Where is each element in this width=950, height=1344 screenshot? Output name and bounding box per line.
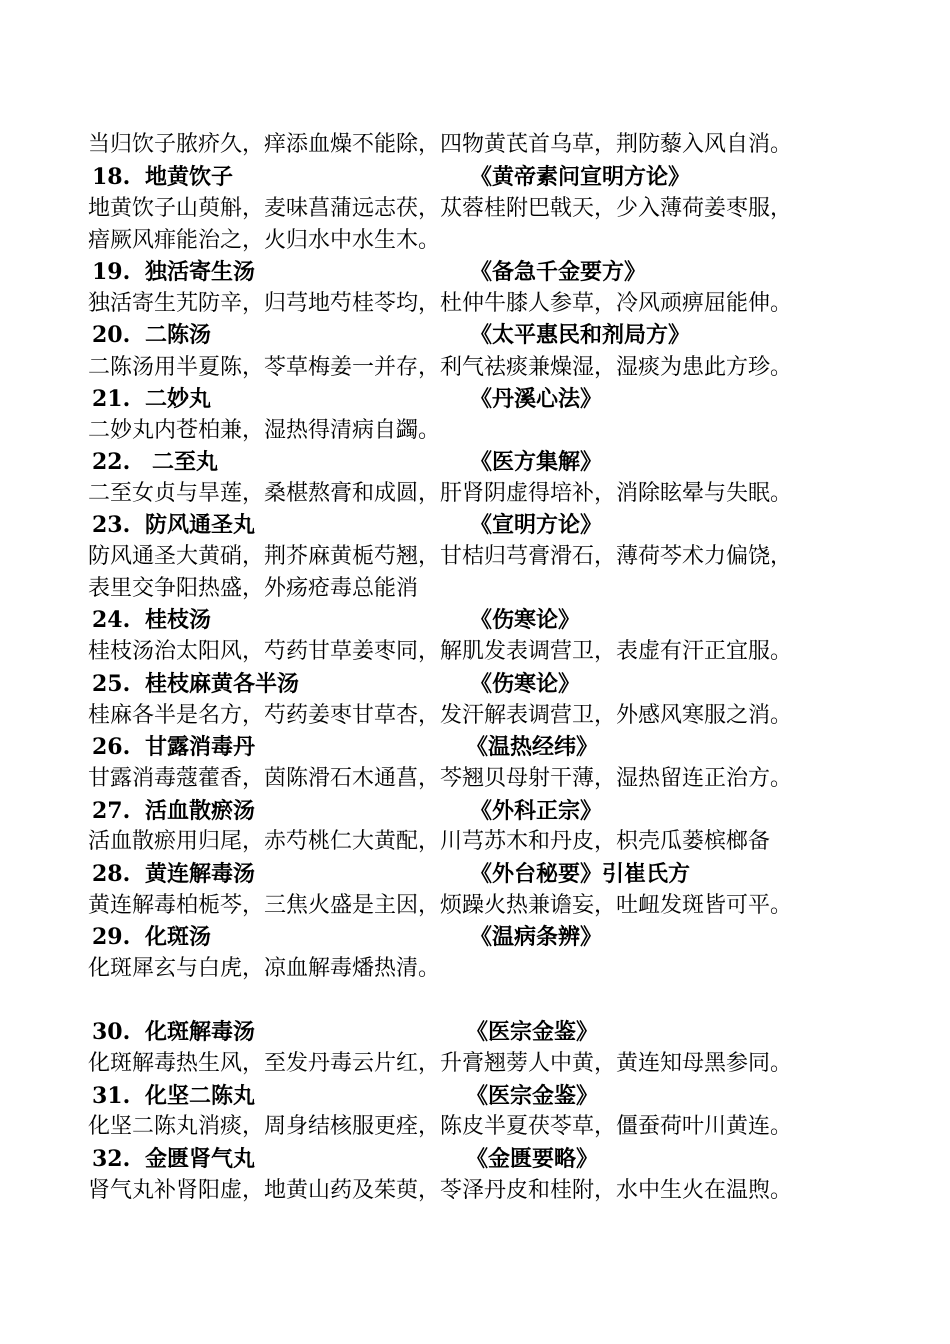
formula-name: 二妙丸 <box>145 386 212 412</box>
formula-source: 《宣明方论》 <box>470 512 603 538</box>
formula-number: 19. <box>92 259 131 285</box>
verse-line: 独活寄生艽防辛，归芎地芍桂苓均，杜仲牛膝人参草，冷风顽痹屈能伸。 <box>88 291 793 316</box>
verse-line: 二妙丸内苍柏兼，湿热得清病自蠲。 <box>88 418 441 443</box>
formula-number: 32. <box>92 1146 131 1172</box>
formula-number: 23. <box>92 512 131 538</box>
verse-line: 瘖厥风痱能治之，火归水中水生木。 <box>88 228 441 253</box>
formula-name: 地黄饮子 <box>145 164 234 190</box>
verse-line: 化斑犀玄与白虎，凉血解毒燔热清。 <box>88 956 441 981</box>
verse-line: 甘露消毒蔻藿香，茵陈滑石木通菖，芩翘贝母射干薄，湿热留连正治方。 <box>88 766 793 791</box>
formula-heading <box>0 161 950 193</box>
formula-source: 《医方集解》 <box>470 449 603 475</box>
formula-number: 22. <box>92 449 131 475</box>
formula-name: 化斑解毒汤 <box>145 1019 256 1045</box>
formula-number: 27. <box>92 798 131 824</box>
formula-number: 26. <box>92 734 131 760</box>
formula-name: 化坚二陈丸 <box>145 1083 256 1109</box>
formula-name: 化斑汤 <box>145 924 212 950</box>
formula-source: 《太平惠民和剂局方》 <box>470 322 691 348</box>
formula-number: 21. <box>92 386 131 412</box>
formula-source: 《黄帝素问宣明方论》 <box>470 164 691 190</box>
formula-heading <box>0 921 950 953</box>
formula-source: 《医宗金鉴》 <box>466 1083 599 1109</box>
formula-heading <box>0 383 950 415</box>
formula-heading <box>0 1143 950 1175</box>
formula-name: 桂枝麻黄各半汤 <box>145 671 300 697</box>
formula-heading <box>0 668 950 700</box>
verse-line: 二至女贞与旱莲，桑椹熬膏和成圆，肝肾阴虚得培补，消除眩晕与失眠。 <box>88 481 793 506</box>
formula-heading <box>0 795 950 827</box>
formula-source: 《温病条辨》 <box>470 924 603 950</box>
formula-source: 《备急千金要方》 <box>470 259 647 285</box>
formula-source: 《温热经纬》 <box>466 734 599 760</box>
formula-source: 《外科正宗》 <box>470 798 603 824</box>
verse-line: 化斑解毒热生风，至发丹毒云片红，升膏翘蒡人中黄，黄连知母黑参同。 <box>88 1051 793 1076</box>
formula-heading <box>0 319 950 351</box>
formula-source: 《医宗金鉴》 <box>466 1019 599 1045</box>
formula-name: 活血散瘀汤 <box>145 798 256 824</box>
formula-number: 20. <box>92 322 131 348</box>
formula-number: 18. <box>92 164 131 190</box>
formula-name: 二至丸 <box>152 449 219 475</box>
verse-line: 活血散瘀用归尾，赤芍桃仁大黄配，川芎苏木和丹皮，枳壳瓜蒌槟榔备 <box>88 829 771 854</box>
verse-line: 二陈汤用半夏陈，苓草梅姜一并存，利气祛痰兼燥湿，湿痰为患此方珍。 <box>88 355 793 380</box>
formula-heading <box>0 731 950 763</box>
formula-name: 独活寄生汤 <box>145 259 256 285</box>
formula-number: 29. <box>92 924 131 950</box>
formula-source: 《伤寒论》 <box>470 607 581 633</box>
formula-heading <box>0 256 950 288</box>
formula-name: 防风通圣丸 <box>145 512 256 538</box>
verse-line: 地黄饮子山萸斛，麦味菖蒲远志茯，苁蓉桂附巴戟天，少入薄荷姜枣服， <box>88 196 793 221</box>
formula-number: 25. <box>92 671 131 697</box>
formula-heading <box>0 446 950 478</box>
formula-name: 桂枝汤 <box>145 607 212 633</box>
formula-heading <box>0 1080 950 1112</box>
verse-line: 桂枝汤治太阳风，芍药甘草姜枣同，解肌发表调营卫，表虚有汗正宜服。 <box>88 639 793 664</box>
verse-line: 化坚二陈丸消痰，周身结核服更痊，陈皮半夏茯苓草，僵蚕荷叶川黄连。 <box>88 1114 793 1139</box>
formula-source: 《丹溪心法》 <box>470 386 603 412</box>
formula-heading <box>0 858 950 890</box>
formula-name: 甘露消毒丹 <box>145 734 256 760</box>
formula-source: 《金匮要略》 <box>466 1146 599 1172</box>
formula-heading <box>0 1016 950 1048</box>
formula-source: 《伤寒论》 <box>470 671 581 697</box>
formula-name: 二陈汤 <box>145 322 212 348</box>
verse-line: 桂麻各半是名方，芍药姜枣甘草杏，发汗解表调营卫，外感风寒服之消。 <box>88 703 793 728</box>
verse-line: 肾气丸补肾阳虚，地黄山药及茱萸，苓泽丹皮和桂附，水中生火在温煦。 <box>88 1178 793 1203</box>
formula-number: 28. <box>92 861 131 887</box>
formula-name: 金匮肾气丸 <box>145 1146 256 1172</box>
formula-source: 《外台秘要》引崔氏方 <box>470 861 691 887</box>
formula-number: 30. <box>92 1019 131 1045</box>
formula-heading <box>0 509 950 541</box>
verse-line: 黄连解毒柏栀芩，三焦火盛是主因，烦躁火热兼谵妄，吐衄发斑皆可平。 <box>88 893 793 918</box>
verse-line: 防风通圣大黄硝，荆芥麻黄栀芍翘，甘桔归芎膏滑石，薄荷芩术力偏饶， <box>88 544 793 569</box>
formula-name: 黄连解毒汤 <box>145 861 256 887</box>
formula-number: 24. <box>92 607 131 633</box>
formula-number: 31. <box>92 1083 131 1109</box>
formula-heading <box>0 604 950 636</box>
verse-line: 表里交争阳热盛，外疡疮毒总能消 <box>88 576 419 601</box>
verse-line: 当归饮子脓疥久，痒添血燥不能除，四物黄芪首乌草，荆防藜入风自消。 <box>88 132 793 157</box>
